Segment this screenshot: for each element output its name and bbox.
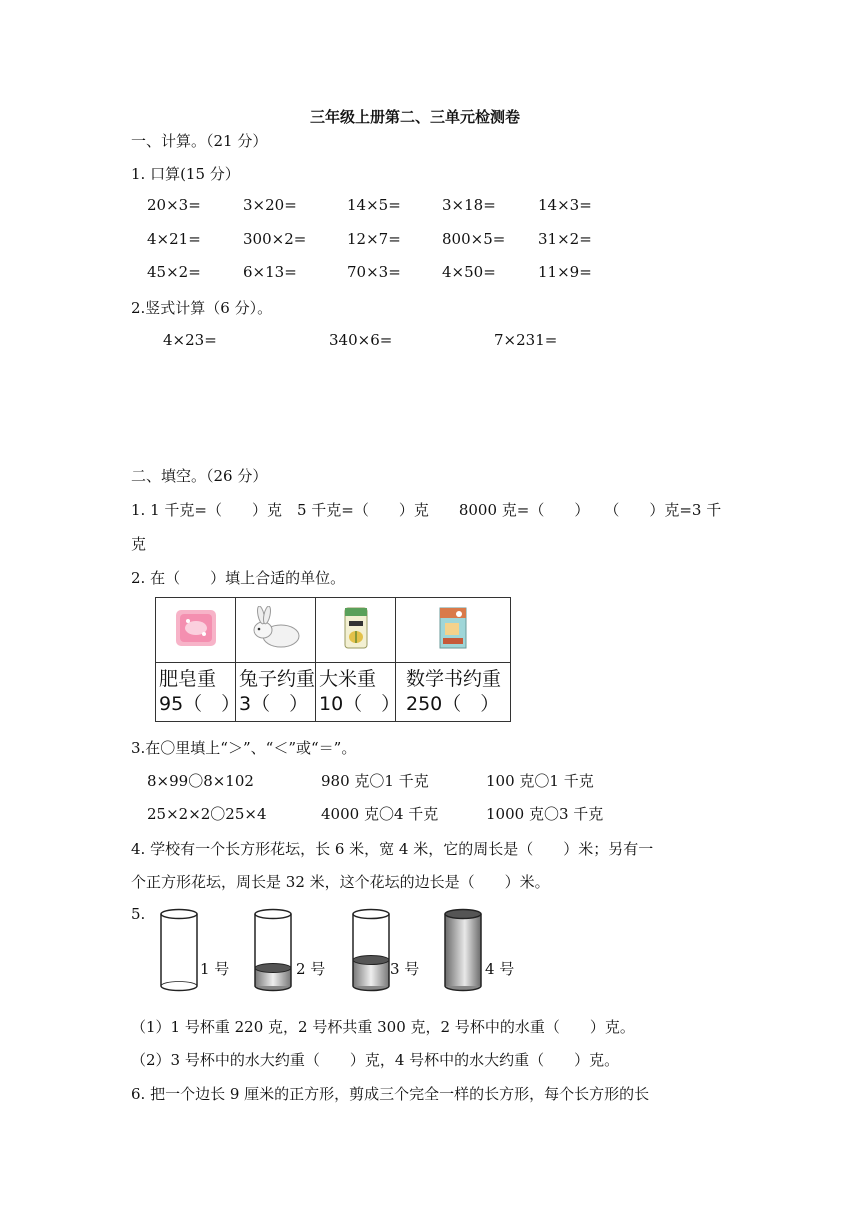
rice-caption-line2: 10（ ） bbox=[319, 693, 401, 715]
oral-calc-item: 31×2= bbox=[538, 230, 592, 248]
oral-calc-item: 20×3= bbox=[147, 196, 201, 214]
book-caption bbox=[396, 663, 511, 722]
book-cell bbox=[396, 598, 511, 663]
soap-cell bbox=[156, 598, 236, 663]
fill-q1-line1: 1. 1 千克=（ ）克 5 千克=（ ）克 8000 克=（ ） （ ）克=3 千 bbox=[131, 501, 722, 519]
cup-3 bbox=[350, 908, 392, 1000]
cup-2-label: 2 号 bbox=[296, 960, 326, 978]
oral-calc-heading: 1. 口算(15 分） bbox=[131, 165, 240, 183]
section-2-heading: 二、填空。（26 分） bbox=[131, 467, 268, 485]
oral-calc-item: 300×2= bbox=[243, 230, 307, 248]
quarter-filled-cup-icon bbox=[252, 908, 294, 996]
cup-2 bbox=[252, 908, 294, 1000]
empty-cup-icon bbox=[158, 908, 200, 996]
oral-calc-item: 800×5= bbox=[442, 230, 506, 248]
fill-q2-heading: 2. 在（ ）填上合适的单位。 bbox=[131, 569, 346, 587]
rabbit-caption bbox=[236, 663, 316, 722]
cup-4-label: 4 号 bbox=[485, 960, 515, 978]
oral-calc-item: 14×5= bbox=[347, 196, 401, 214]
compare-item: 4000 克〇4 千克 bbox=[321, 805, 439, 823]
oral-calc-item: 11×9= bbox=[538, 263, 592, 281]
compare-item: 8×99〇8×102 bbox=[147, 772, 254, 790]
fill-q4-line2: 个正方形花坛，周长是 32 米，这个花坛的边长是（ ）米。 bbox=[131, 873, 550, 891]
rice-caption bbox=[316, 663, 401, 722]
fill-q5-sub2: （2）3 号杯中的水大约重（ ）克，4 号杯中的水大约重（ ）克。 bbox=[131, 1051, 620, 1069]
rabbit-icon bbox=[249, 606, 303, 650]
vertical-calc-item: 4×23= bbox=[163, 331, 217, 349]
full-cup-icon bbox=[442, 908, 484, 996]
oral-calc-row bbox=[0, 263, 860, 285]
vertical-calc-row bbox=[0, 331, 860, 353]
soap-caption bbox=[156, 663, 241, 722]
rabbit-cell bbox=[236, 598, 316, 663]
soap-caption-line1: 肥皂重 bbox=[159, 668, 217, 690]
oral-calc-item: 6×13= bbox=[243, 263, 297, 281]
compare-row bbox=[0, 803, 860, 825]
rice-caption-line1: 大米重 bbox=[319, 668, 377, 690]
oral-calc-row bbox=[0, 196, 860, 218]
compare-item: 25×2×2〇25×4 bbox=[147, 805, 267, 823]
fill-q3-heading: 3.在〇里填上“＞”、“＜”或“＝”。 bbox=[131, 739, 357, 757]
compare-item: 980 克〇1 千克 bbox=[321, 772, 429, 790]
vertical-calc-item: 340×6= bbox=[329, 331, 393, 349]
soap-icon bbox=[174, 606, 218, 650]
oral-calc-item: 4×21= bbox=[147, 230, 201, 248]
book-caption-line1: 数学书约重 bbox=[406, 668, 502, 690]
section-1-heading: 一、计算。（21 分） bbox=[131, 132, 268, 150]
compare-item: 1000 克〇3 千克 bbox=[486, 805, 604, 823]
oral-calc-item: 4×50= bbox=[442, 263, 496, 281]
partly-filled-cup-icon bbox=[350, 908, 392, 996]
oral-calc-item: 3×18= bbox=[442, 196, 496, 214]
rabbit-caption-line2: 3（ ） bbox=[239, 693, 309, 715]
math-book-icon bbox=[437, 605, 469, 651]
rice-bag-icon bbox=[341, 605, 371, 651]
rice-cell bbox=[316, 598, 396, 663]
fill-q5-sub1: （1）1 号杯重 220 克，2 号杯共重 300 克，2 号杯中的水重（ ）克。 bbox=[131, 1018, 635, 1036]
page-title: 三年级上册第二、三单元检测卷 bbox=[310, 108, 521, 126]
cup-1-label: 1 号 bbox=[200, 960, 230, 978]
compare-row bbox=[0, 770, 860, 792]
compare-item: 100 克〇1 千克 bbox=[486, 772, 594, 790]
oral-calc-row bbox=[0, 230, 860, 252]
book-caption-line2: 250（ ） bbox=[406, 693, 500, 715]
cup-1 bbox=[158, 908, 200, 1000]
oral-calc-item: 14×3= bbox=[538, 196, 592, 214]
fill-q5-label: 5. bbox=[131, 905, 146, 923]
soap-caption-line2: 95（ ） bbox=[159, 693, 241, 715]
cup-4 bbox=[442, 908, 484, 1000]
vertical-calc-item: 7×231= bbox=[494, 331, 558, 349]
fill-q6-line1: 6. 把一个边长 9 厘米的正方形，剪成三个完全一样的长方形，每个长方形的长 bbox=[131, 1085, 650, 1103]
fill-q4-line1: 4. 学校有一个长方形花坛，长 6 米，宽 4 米，它的周长是（ ）米；另有一 bbox=[131, 840, 654, 858]
oral-calc-item: 70×3= bbox=[347, 263, 401, 281]
rabbit-caption-line1: 兔子约重 bbox=[239, 668, 316, 690]
units-table bbox=[155, 597, 511, 722]
cup-3-label: 3 号 bbox=[390, 960, 420, 978]
fill-q1-line2: 克 bbox=[131, 535, 147, 553]
vertical-calc-heading: 2.竖式计算（6 分）。 bbox=[131, 299, 273, 317]
oral-calc-item: 45×2= bbox=[147, 263, 201, 281]
oral-calc-item: 12×7= bbox=[347, 230, 401, 248]
oral-calc-item: 3×20= bbox=[243, 196, 297, 214]
